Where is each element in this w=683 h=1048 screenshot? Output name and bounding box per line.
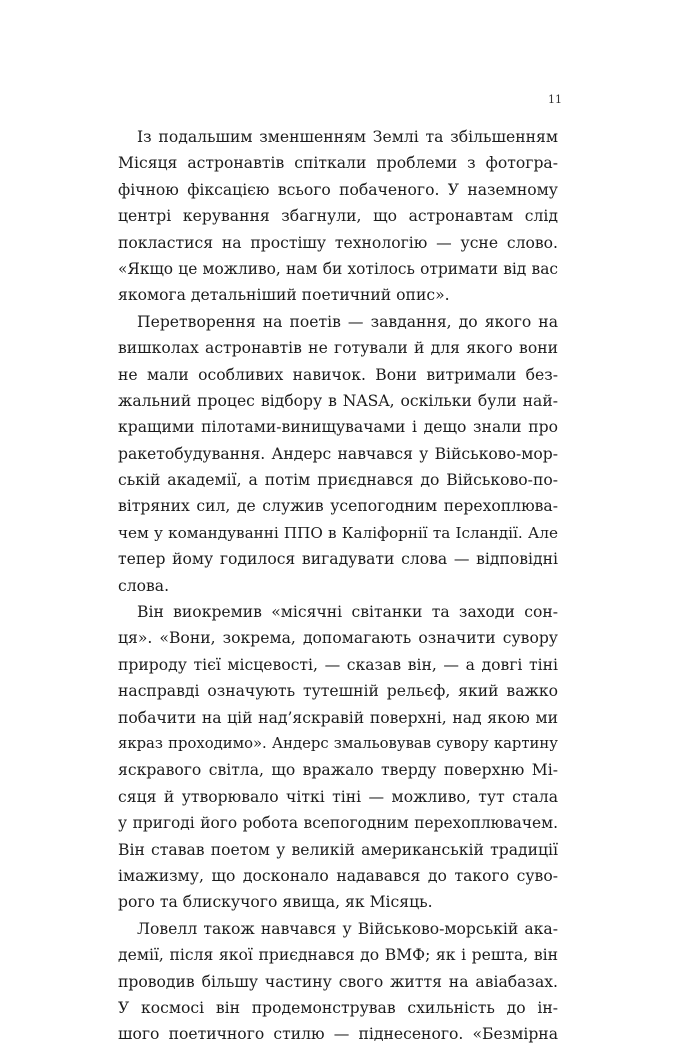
paragraph <box>118 599 558 916</box>
text-line: якомога детальніший поетичний опис». <box>118 286 450 305</box>
text-line: у пригоді його робота всепогодним перехоплювачем. <box>118 814 558 833</box>
text-line: якраз проходимо». Андерс змальовував сувору картину <box>118 734 558 752</box>
text-line: рого та блискучого явища, як Місяць. <box>118 893 433 912</box>
text-line: ракетобудування. Андерс навчався у Військово-мор- <box>118 444 558 463</box>
text-line: ській академії, а потім приєднався до Військово-по- <box>118 471 558 490</box>
text-line: «Якщо це можливо, нам би хотілось отримати від вас <box>118 259 558 278</box>
text-line: покластися на простішу технологію — усне слово. <box>118 233 558 252</box>
text-line: не мали особливих навичок. Вони витримали без- <box>118 365 558 384</box>
paragraph <box>118 309 558 599</box>
text-line: вишколах астронавтів не готували й для якого вони <box>118 339 558 358</box>
text-line: насправді означують тутешній рельєф, який важко <box>118 682 558 701</box>
page-number: 11 <box>548 93 562 106</box>
text-line: У космосі він продемонстрував схильність до ін- <box>118 998 558 1017</box>
text-line: Він ставав поетом у великій американській традиції <box>118 840 558 859</box>
text-line: чем у командуванні ППО в Каліфорнії та Ісландії. Але <box>118 523 558 542</box>
paragraph <box>118 916 558 1048</box>
text-line: вітряних сил, де служив усепогодним перехоплюва- <box>118 497 558 516</box>
text-line: ця». «Вони, зокрема, допомагають означити сувору <box>118 629 558 648</box>
text-line: природу тієї місцевості, — сказав він, — а довгі тіні <box>118 655 558 674</box>
text-line: сяця й утворювало чіткі тіні — можливо, тут стала <box>118 787 558 806</box>
body-text <box>118 124 558 1048</box>
text-line: яскравого світла, що вражало тверду поверхню Мі- <box>118 761 558 780</box>
text-line: шого поетичного стилю — піднесеного. «Безмірна <box>118 1025 558 1044</box>
text-line: жальний процес відбору в NASA, оскільки були най- <box>118 391 558 410</box>
text-line: кращими пілотами-винищувачами і дещо знали про <box>118 418 558 437</box>
text-line: Він виокремив «місячні світанки та заходи сон- <box>137 603 558 622</box>
text-line: проводив більшу частину свого життя на авіабазах. <box>118 972 558 991</box>
text-line: побачити на цій над’яскравій поверхні, над якою ми <box>118 708 558 727</box>
paragraph <box>118 124 558 309</box>
text-line: Із подальшим зменшенням Землі та збільшенням <box>137 128 558 146</box>
text-line: Ловелл також навчався у Військово-морській ака- <box>137 919 558 938</box>
text-line: тепер йому годилося вигадувати слова — відповідні <box>118 550 558 569</box>
text-line: центрі керування збагнули, що астронавтам слід <box>118 207 558 226</box>
text-line: фічною фіксацією всього побаченого. У наземному <box>118 180 558 199</box>
text-line: Перетворення на поетів — завдання, до якого на <box>137 312 558 331</box>
text-line: імажизму, що досконало надавався до такого суво- <box>118 866 558 885</box>
text-line: слова. <box>118 576 170 595</box>
text-line: демії, після якої приєднався до ВМФ; як і решта, він <box>118 946 558 965</box>
text-line: Місяця астронавтів спіткали проблеми з фотогра- <box>118 154 558 173</box>
